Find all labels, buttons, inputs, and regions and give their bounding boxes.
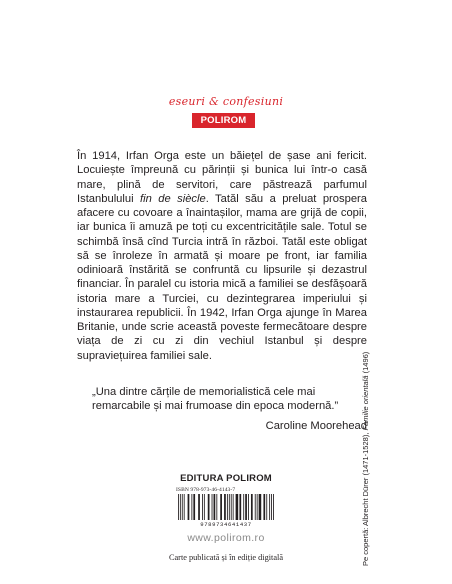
- barcode-bar: [257, 494, 258, 520]
- barcode-bar: [208, 494, 210, 520]
- barcode-bar: [227, 494, 228, 520]
- barcode-bar: [236, 494, 239, 520]
- barcode-bar: [239, 494, 241, 520]
- barcode-bar: [180, 494, 181, 520]
- barcode-bar: [245, 494, 247, 520]
- cover-art-credit: [361, 326, 370, 566]
- barcode-bar: [220, 494, 222, 520]
- barcode-bar: [266, 494, 267, 520]
- book-blurb: [77, 149, 367, 363]
- barcode-bar: [273, 494, 274, 520]
- barcode-bar: [202, 494, 203, 520]
- barcode-bar: [271, 494, 272, 520]
- barcode-bar: [178, 494, 179, 520]
- quote-author: Caroline Moorehead: [265, 420, 367, 432]
- barcode-bar: [269, 494, 270, 520]
- barcode-bar: [198, 494, 200, 520]
- cover-credit-suffix: (1496): [361, 351, 370, 376]
- blurb-part-2: . Tatăl său a preluat prospera afacere cu covoare a înaintașilor, mama are grijă de copii, iar bunica îi amuză pe toți cu excentricitățile sale. Totul se schimbă însă cînd Turcia intră în război. Tatăl este obligat să se înroleze în armată și moare pe front, iar familia odinioară înstărită se confruntă cu lipsurile și dezastrul financiar. În paralel cu istoria mică a familiei se desfășoară istoria mare a Turciei, cu dezintegrarea imperiului și instaurarea republicii. În 1942, Irfan Orga ajunge în Marea Britanie, unde scrie această poveste fermecătoare despre viața de zi cu zi din vechiul Istanbul și despre supraviețuirea familiei sale.: [77, 192, 367, 362]
- publisher-badge: POLIROM: [192, 113, 255, 128]
- barcode-bar: [233, 494, 234, 520]
- barcode-bar: [191, 494, 192, 520]
- barcode-bar: [255, 494, 256, 520]
- barcode-bar: [248, 494, 249, 520]
- barcode-digits: 9789734641437: [200, 521, 252, 527]
- barcode-bar: [193, 494, 195, 520]
- barcode-bar: [188, 494, 190, 520]
- barcode-bar: [182, 494, 183, 520]
- cover-credit-title: Familie orientală: [361, 375, 370, 431]
- cover-credit-prefix: Pe copertă: Albrecht Dürer (1471-1528),: [361, 430, 370, 566]
- series-name: eseuri & confesiuni: [168, 95, 284, 108]
- barcode-bar: [184, 494, 185, 520]
- blurb-part-1: În 1914, Irfan Orga este un băiețel de șase ani fericit. Locuiește împreună cu părinții și bunica lui într-o casă mare, plină de servitori, care păstrează parfumul Istanbulului: [77, 150, 367, 205]
- isbn-barcode: [176, 494, 276, 527]
- barcode-bar: [214, 494, 216, 520]
- publisher-website: www.polirom.ro: [187, 532, 265, 544]
- barcode-bar: [259, 494, 262, 520]
- imprint-name: EDITURA POLIROM: [180, 473, 272, 484]
- barcode-bars: [178, 494, 274, 520]
- digital-edition-note: Carte publicată și în ediție digitală: [168, 553, 284, 562]
- barcode-bar: [216, 494, 217, 520]
- barcode-bar: [204, 494, 205, 520]
- isbn-label: ISBN 978-973-46-4143-7: [176, 487, 236, 493]
- barcode-bar: [251, 494, 253, 520]
- barcode-bar: [231, 494, 232, 520]
- barcode-bar: [263, 494, 265, 520]
- barcode-bar: [229, 494, 230, 520]
- barcode-bar: [243, 494, 244, 520]
- blurb-italic-phrase: fin de siècle: [140, 192, 206, 205]
- review-quote: „Una dintre cărțile de memorialistică cele mai remarcabile și mai frumoase din epoca modernă.”: [92, 386, 339, 413]
- barcode-bar: [212, 494, 213, 520]
- barcode-bar: [224, 494, 226, 520]
